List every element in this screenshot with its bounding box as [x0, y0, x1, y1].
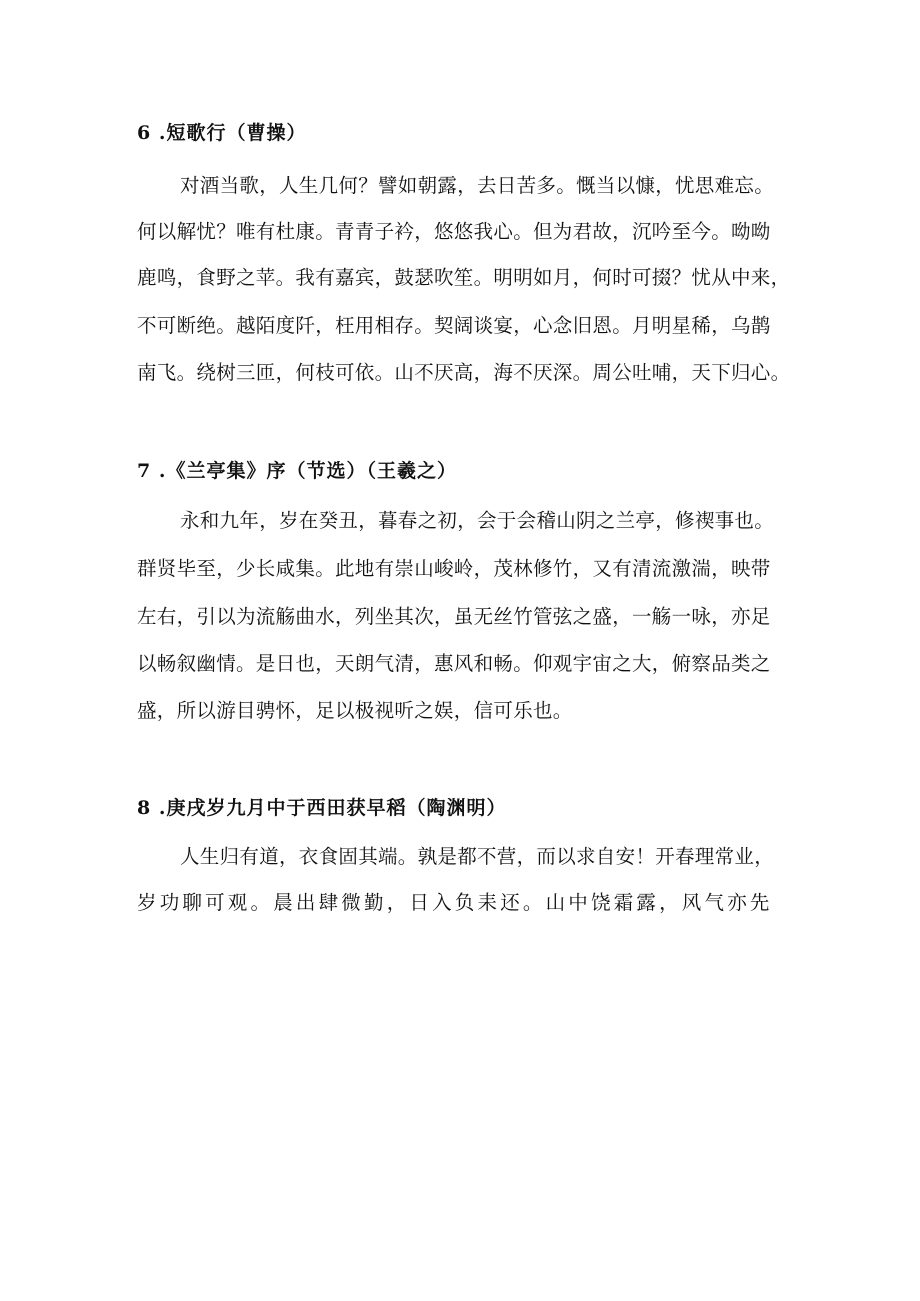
- poem-line: 对酒当歌，人生几何？譬如朝露，去日苦多。慨当以慷，忧思难忘。: [180, 174, 775, 197]
- poem-line: 何以解忧？唯有杜康。青青子衿，悠悠我心。但为君故，沉吟至今。呦呦: [137, 220, 771, 243]
- poem-line: 南飞。绕树三匝，何枝可依。山不厌高，海不厌深。周公吐哺，天下归心。: [137, 361, 791, 384]
- poem-line: 人生归有道，衣食固其端。孰是都不营，而以求自安！开春理常业，: [180, 845, 775, 868]
- prose-line: 左右，引以为流觞曲水，列坐其次，虽无丝竹管弦之盛，一觞一咏，亦足: [137, 605, 771, 628]
- section-title-8: 8 .庚戌岁九月中于西田获早稻（陶渊明）: [137, 797, 507, 819]
- prose-line: 群贤毕至，少长咸集。此地有崇山峻岭，茂林修竹，又有清流激湍，映带: [137, 557, 771, 580]
- poem-line: 鹿鸣，食野之苹。我有嘉宾，鼓瑟吹笙。明明如月，何时可掇？忧从中来，: [137, 266, 791, 289]
- section-title-6: 6 .短歌行（曹操）: [137, 122, 307, 144]
- prose-line: 以畅叙幽情。是日也，天朗气清，惠风和畅。仰观宇宙之大，俯察品类之: [137, 652, 771, 675]
- prose-line: 永和九年，岁在癸丑，暮春之初，会于会稽山阴之兰亭，修禊事也。: [180, 509, 775, 532]
- section-title-7: 7 .《兰亭集》序（节选）（王羲之）: [137, 460, 457, 482]
- prose-line: 盛，所以游目骋怀，足以极视听之娱，信可乐也。: [137, 699, 573, 722]
- poem-line: 不可断绝。越陌度阡，枉用相存。契阔谈宴，心念旧恩。月明星稀，乌鹊: [137, 314, 771, 337]
- poem-line: 岁功聊可观。晨出肆微勤，日入负耒还。山中饶霜露，风气亦先: [137, 891, 773, 914]
